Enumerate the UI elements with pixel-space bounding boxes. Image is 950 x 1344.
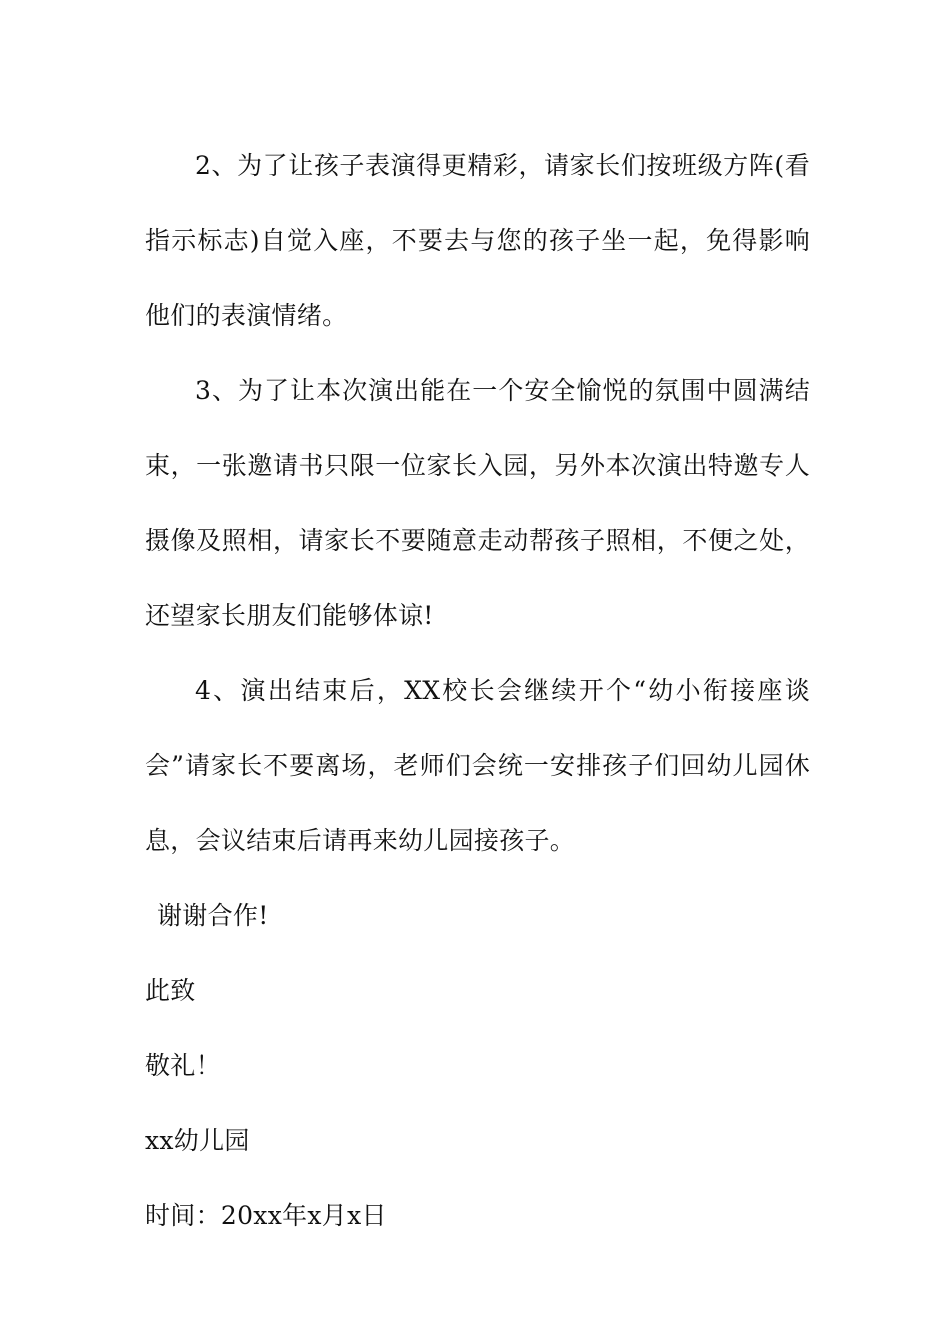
thanks-line: 谢谢合作! xyxy=(157,901,269,930)
paragraph-item-2: 2、为了让孩子表演得更精彩，请家长们按班级方阵(看指示标志)自觉入座，不要去与您的孩子坐一起，免得影响他们的表演情绪。 xyxy=(145,151,810,330)
closing-line-2: 敬礼！ xyxy=(145,1051,221,1080)
date-line: 时间：20xx年x月x日 xyxy=(145,1201,387,1230)
signature-line: xx幼儿园 xyxy=(145,1126,250,1155)
paragraph-item-4: 4、演出结束后，XX校长会继续开个“幼小衔接座谈会”请家长不要离场，老师们会统一安排孩子们回幼儿园休息，会议结束后请再来幼儿园接孩子。 xyxy=(145,676,810,855)
document-body xyxy=(145,128,810,1253)
closing-line-1: 此致 xyxy=(145,976,196,1005)
paragraph-item-3: 3、为了让本次演出能在一个安全愉悦的氛围中圆满结束，一张邀请书只限一位家长入园，另外本次演出特邀专人摄像及照相，请家长不要随意走动帮孩子照相，不便之处，还望家长朋友们能够体谅! xyxy=(145,376,810,630)
